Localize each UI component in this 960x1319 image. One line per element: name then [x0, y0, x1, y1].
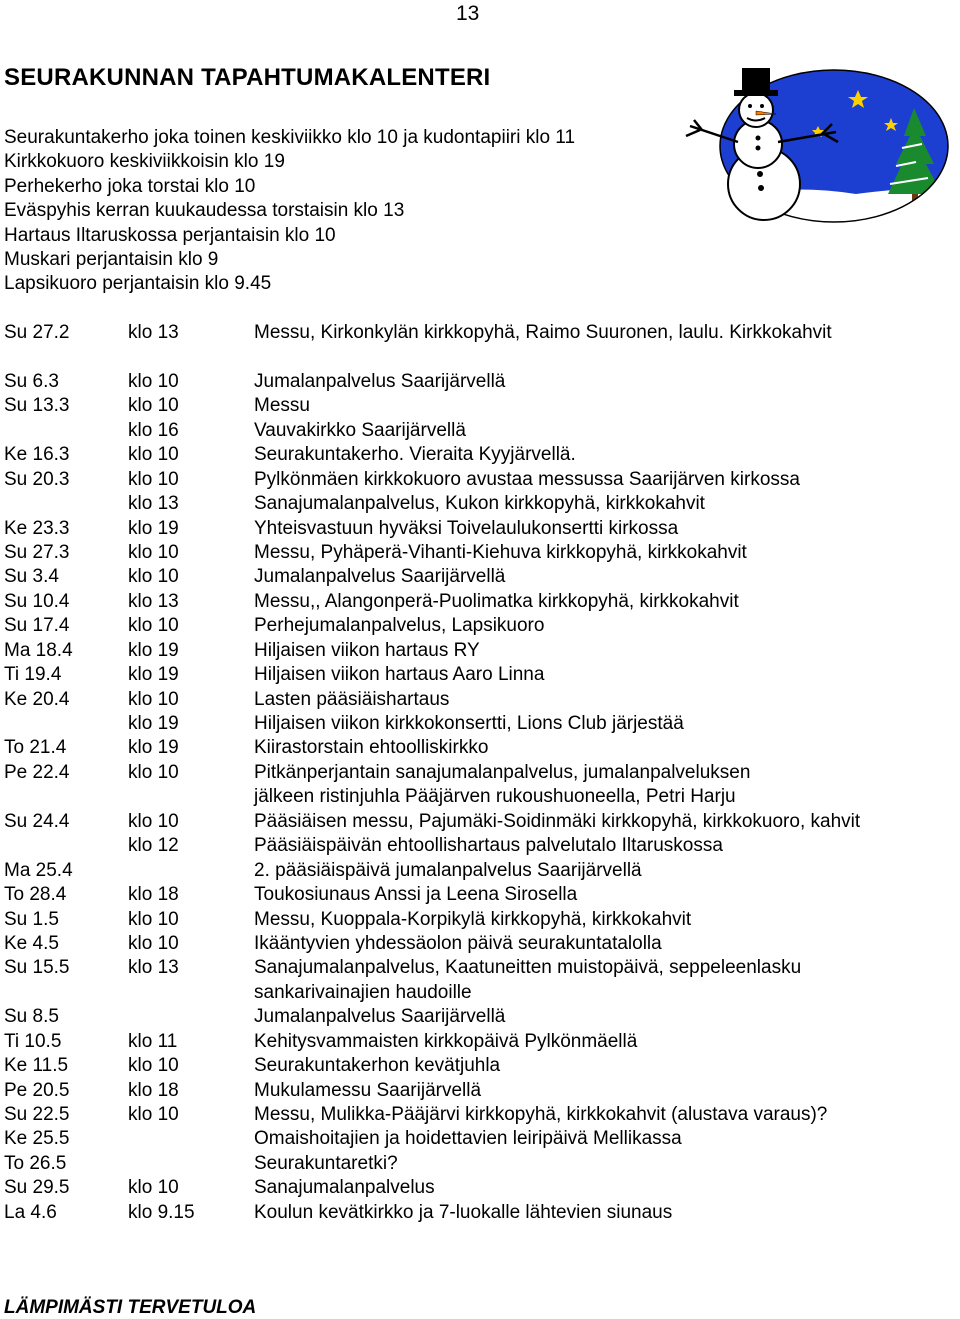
regular-events	[4, 126, 575, 297]
event-day: Su 8.5	[4, 1006, 59, 1028]
event-day: Su 10.4	[4, 590, 70, 612]
regular-event: Perhekerho joka torstai klo 10	[4, 175, 256, 197]
event-row	[4, 834, 954, 858]
event-description: Seurakuntakerhon kevätjuhla	[254, 1055, 501, 1077]
event-day: To 26.5	[4, 1152, 67, 1174]
event-row	[4, 1176, 954, 1200]
event-description: Messu, Kuoppala-Korpikylä kirkkopyhä, kirkkokahvit	[254, 908, 692, 930]
event-time: klo 9.15	[128, 1201, 195, 1223]
event-row	[4, 1030, 954, 1054]
event-description: sankarivainajien haudoille	[254, 981, 472, 1003]
event-time: klo 10	[128, 810, 179, 832]
event-description: Pääsiäisen messu, Pajumäki-Soidinmäki kirkkopyhä, kirkkokuoro, kahvit	[254, 810, 861, 832]
event-description: Pitkänperjantain sanajumalanpalvelus, jumalanpalveluksen	[254, 761, 751, 783]
event-row	[4, 370, 954, 394]
event-day: Ke 23.3	[4, 517, 70, 539]
event-time: klo 18	[128, 884, 179, 906]
regular-event: Hartaus Iltaruskossa perjantaisin klo 10	[4, 224, 336, 246]
event-description: Jumalanpalvelus Saarijärvellä	[254, 566, 506, 588]
event-day: Su 20.3	[4, 468, 70, 490]
event-time: klo 10	[128, 395, 179, 417]
closing-greeting: LÄMPIMÄSTI TERVETULOA	[4, 1297, 257, 1318]
event-row	[4, 761, 954, 785]
event-day: Su 3.4	[4, 566, 59, 588]
event-row	[4, 1127, 954, 1151]
event-time: klo 13	[128, 590, 179, 612]
event-time: klo 11	[128, 1030, 178, 1052]
event-row	[4, 639, 954, 663]
event-row	[4, 663, 954, 687]
event-row	[4, 492, 954, 516]
event-description: Vauvakirkko Saarijärvellä	[254, 419, 466, 441]
event-time: klo 19	[128, 713, 179, 734]
event-time: klo 16	[128, 419, 179, 441]
event-row	[4, 541, 954, 565]
event-description: Jumalanpalvelus Saarijärvellä	[254, 370, 506, 392]
event-row	[4, 590, 954, 614]
event-day: Su 22.5	[4, 1104, 70, 1125]
event-description: Perhejumalanpalvelus, Lapsikuoro	[254, 615, 545, 637]
regular-event: Muskari perjantaisin klo 9	[4, 249, 219, 271]
event-description: Kiirastorstain ehtoolliskirkko	[254, 737, 489, 759]
event-day: To 28.4	[4, 884, 67, 906]
event-description: Toukosiunaus Anssi ja Leena Sirosella	[254, 884, 578, 906]
event-time: klo 10	[128, 908, 179, 930]
event-time: klo 10	[128, 370, 179, 392]
event-description: Sanajumalanpalvelus, Kukon kirkkopyhä, kirkkokahvit	[254, 493, 705, 515]
event-day: Ke 20.4	[4, 688, 70, 710]
event-description: Jumalanpalvelus Saarijärvellä	[254, 1006, 506, 1028]
event-day: Pe 20.5	[4, 1079, 70, 1101]
event-time: klo 19	[128, 639, 179, 661]
event-description: Seurakuntakerho. Vieraita Kyyjärvellä.	[254, 444, 576, 466]
event-day: Su 27.3	[4, 541, 70, 563]
event-day: Ma 25.4	[4, 859, 73, 881]
event-row	[4, 468, 954, 492]
event-row	[4, 1054, 954, 1078]
event-row	[4, 859, 954, 883]
event-description: Hiljaisen viikon hartaus Aaro Linna	[254, 664, 545, 686]
regular-event: Kirkkokuoro keskiviikkoisin klo 19	[4, 151, 285, 173]
event-description: Lasten pääsiäishartaus	[254, 688, 450, 710]
event-description: Pylkönmäen kirkkokuoro avustaa messussa Saarijärven kirkossa	[254, 468, 800, 490]
event-time: klo 10	[128, 468, 179, 490]
event-row	[4, 321, 954, 345]
event-description: Pääsiäispäivän ehtoollishartaus palvelutalo Iltaruskossa	[254, 835, 723, 857]
event-description: Messu, Pyhäperä-Vihanti-Kiehuva kirkkopyhä, kirkkokahvit	[254, 541, 747, 563]
event-row	[4, 1201, 954, 1225]
event-day: Su 6.3	[4, 370, 59, 392]
event-row	[4, 1079, 954, 1103]
event-row	[4, 443, 954, 467]
event-row	[4, 1152, 954, 1176]
event-day: Ke 16.3	[4, 444, 70, 466]
event-time: klo 10	[128, 1177, 179, 1199]
event-description: Sanajumalanpalvelus, Kaatuneitten muistopäivä, seppeleenlasku	[254, 957, 802, 979]
event-description: Hiljaisen viikon hartaus RY	[254, 639, 480, 661]
event-day: Ti 10.5	[4, 1030, 62, 1052]
snowman-icon	[676, 66, 952, 226]
event-row	[4, 565, 954, 589]
event-day: La 4.6	[4, 1201, 57, 1223]
event-time: klo 19	[128, 664, 179, 686]
regular-event: Eväspyhis kerran kuukaudessa torstaisin klo 13	[4, 200, 405, 222]
event-time: klo 10	[128, 1055, 179, 1077]
event-day: Su 29.5	[4, 1177, 70, 1199]
event-day: Ke 25.5	[4, 1128, 70, 1150]
event-row	[4, 736, 954, 760]
event-description: Messu, Kirkonkylän kirkkopyhä, Raimo Suuronen, laulu. Kirkkokahvit	[254, 322, 832, 343]
event-time: klo 10	[128, 932, 179, 954]
event-time: klo 10	[128, 566, 179, 588]
event-day: Su 1.5	[4, 908, 59, 930]
events-calendar	[4, 321, 954, 1225]
event-description: Messu	[254, 395, 310, 417]
event-description: jälkeen ristinjuhla Pääjärven rukoushuoneella, Petri Harju	[254, 786, 736, 808]
event-day: Ti 19.4	[4, 664, 62, 686]
event-description: Messu, Mulikka-Pääjärvi kirkkopyhä, kirkkokahvit (alustava varaus)?	[254, 1104, 828, 1125]
event-description: Sanajumalanpalvelus	[254, 1177, 435, 1199]
event-time: klo 18	[128, 1079, 179, 1101]
event-row	[4, 908, 954, 932]
event-day: Su 17.4	[4, 615, 70, 637]
event-row	[4, 712, 954, 736]
event-time: klo 13	[128, 957, 179, 979]
event-row	[4, 883, 954, 907]
event-time: klo 12	[128, 835, 179, 857]
event-description: Omaishoitajien ja hoidettavien leiripäivä Mellikassa	[254, 1128, 682, 1150]
event-row	[4, 1103, 954, 1127]
event-row	[4, 688, 954, 712]
event-row	[4, 614, 954, 638]
event-time: klo 10	[128, 444, 179, 466]
event-time: klo 10	[128, 541, 179, 563]
event-day: Pe 22.4	[4, 761, 70, 783]
event-day: Su 27.2	[4, 322, 70, 343]
event-description: Mukulamessu Saarijärvellä	[254, 1079, 482, 1101]
event-day: Ma 18.4	[4, 639, 73, 661]
event-row	[4, 394, 954, 418]
event-day: Ke 11.5	[4, 1055, 69, 1077]
event-description: Hiljaisen viikon kirkkokonsertti, Lions Club järjestää	[254, 713, 684, 734]
event-description: Yhteisvastuun hyväksi Toivelaulukonsertti kirkossa	[254, 517, 679, 539]
event-description: Seurakuntaretki?	[254, 1152, 398, 1174]
event-description: Ikääntyvien yhdessäolon päivä seurakuntatalolla	[254, 932, 662, 954]
event-row	[4, 517, 954, 541]
event-row	[4, 785, 954, 809]
event-day: Su 15.5	[4, 957, 70, 979]
page-title: SEURAKUNNAN TAPAHTUMAKALENTERI	[4, 64, 491, 91]
event-row	[4, 419, 954, 443]
event-day: Ke 4.5	[4, 932, 59, 954]
regular-event: Lapsikuoro perjantaisin klo 9.45	[4, 273, 272, 295]
event-time: klo 13	[128, 322, 179, 343]
regular-event: Seurakuntakerho joka toinen keskiviikko klo 10 ja kudontapiiri klo 11	[4, 127, 576, 148]
event-row	[4, 810, 954, 834]
event-time: klo 13	[128, 493, 179, 515]
event-time: klo 10	[128, 688, 179, 710]
event-time: klo 19	[128, 517, 179, 539]
event-description: Koulun kevätkirkko ja 7-luokalle lähtevien siunaus	[254, 1201, 673, 1223]
event-day: To 21.4	[4, 737, 67, 759]
page-number: 13	[456, 2, 480, 25]
event-description: Messu,, Alangonperä-Puolimatka kirkkopyhä, kirkkokahvit	[254, 590, 739, 612]
event-time: klo 10	[128, 1104, 179, 1125]
event-row	[4, 956, 954, 980]
event-time: klo 10	[128, 761, 179, 783]
event-description: 2. pääsiäispäivä jumalanpalvelus Saarijärvellä	[254, 859, 642, 881]
event-description: Kehitysvammaisten kirkkopäivä Pylkönmäellä	[254, 1030, 638, 1052]
event-row	[4, 1005, 954, 1029]
event-row	[4, 932, 954, 956]
event-row	[4, 981, 954, 1005]
event-time: klo 19	[128, 737, 179, 759]
event-time: klo 10	[128, 615, 179, 637]
event-day: Su 24.4	[4, 810, 70, 832]
event-day: Su 13.3	[4, 395, 70, 417]
